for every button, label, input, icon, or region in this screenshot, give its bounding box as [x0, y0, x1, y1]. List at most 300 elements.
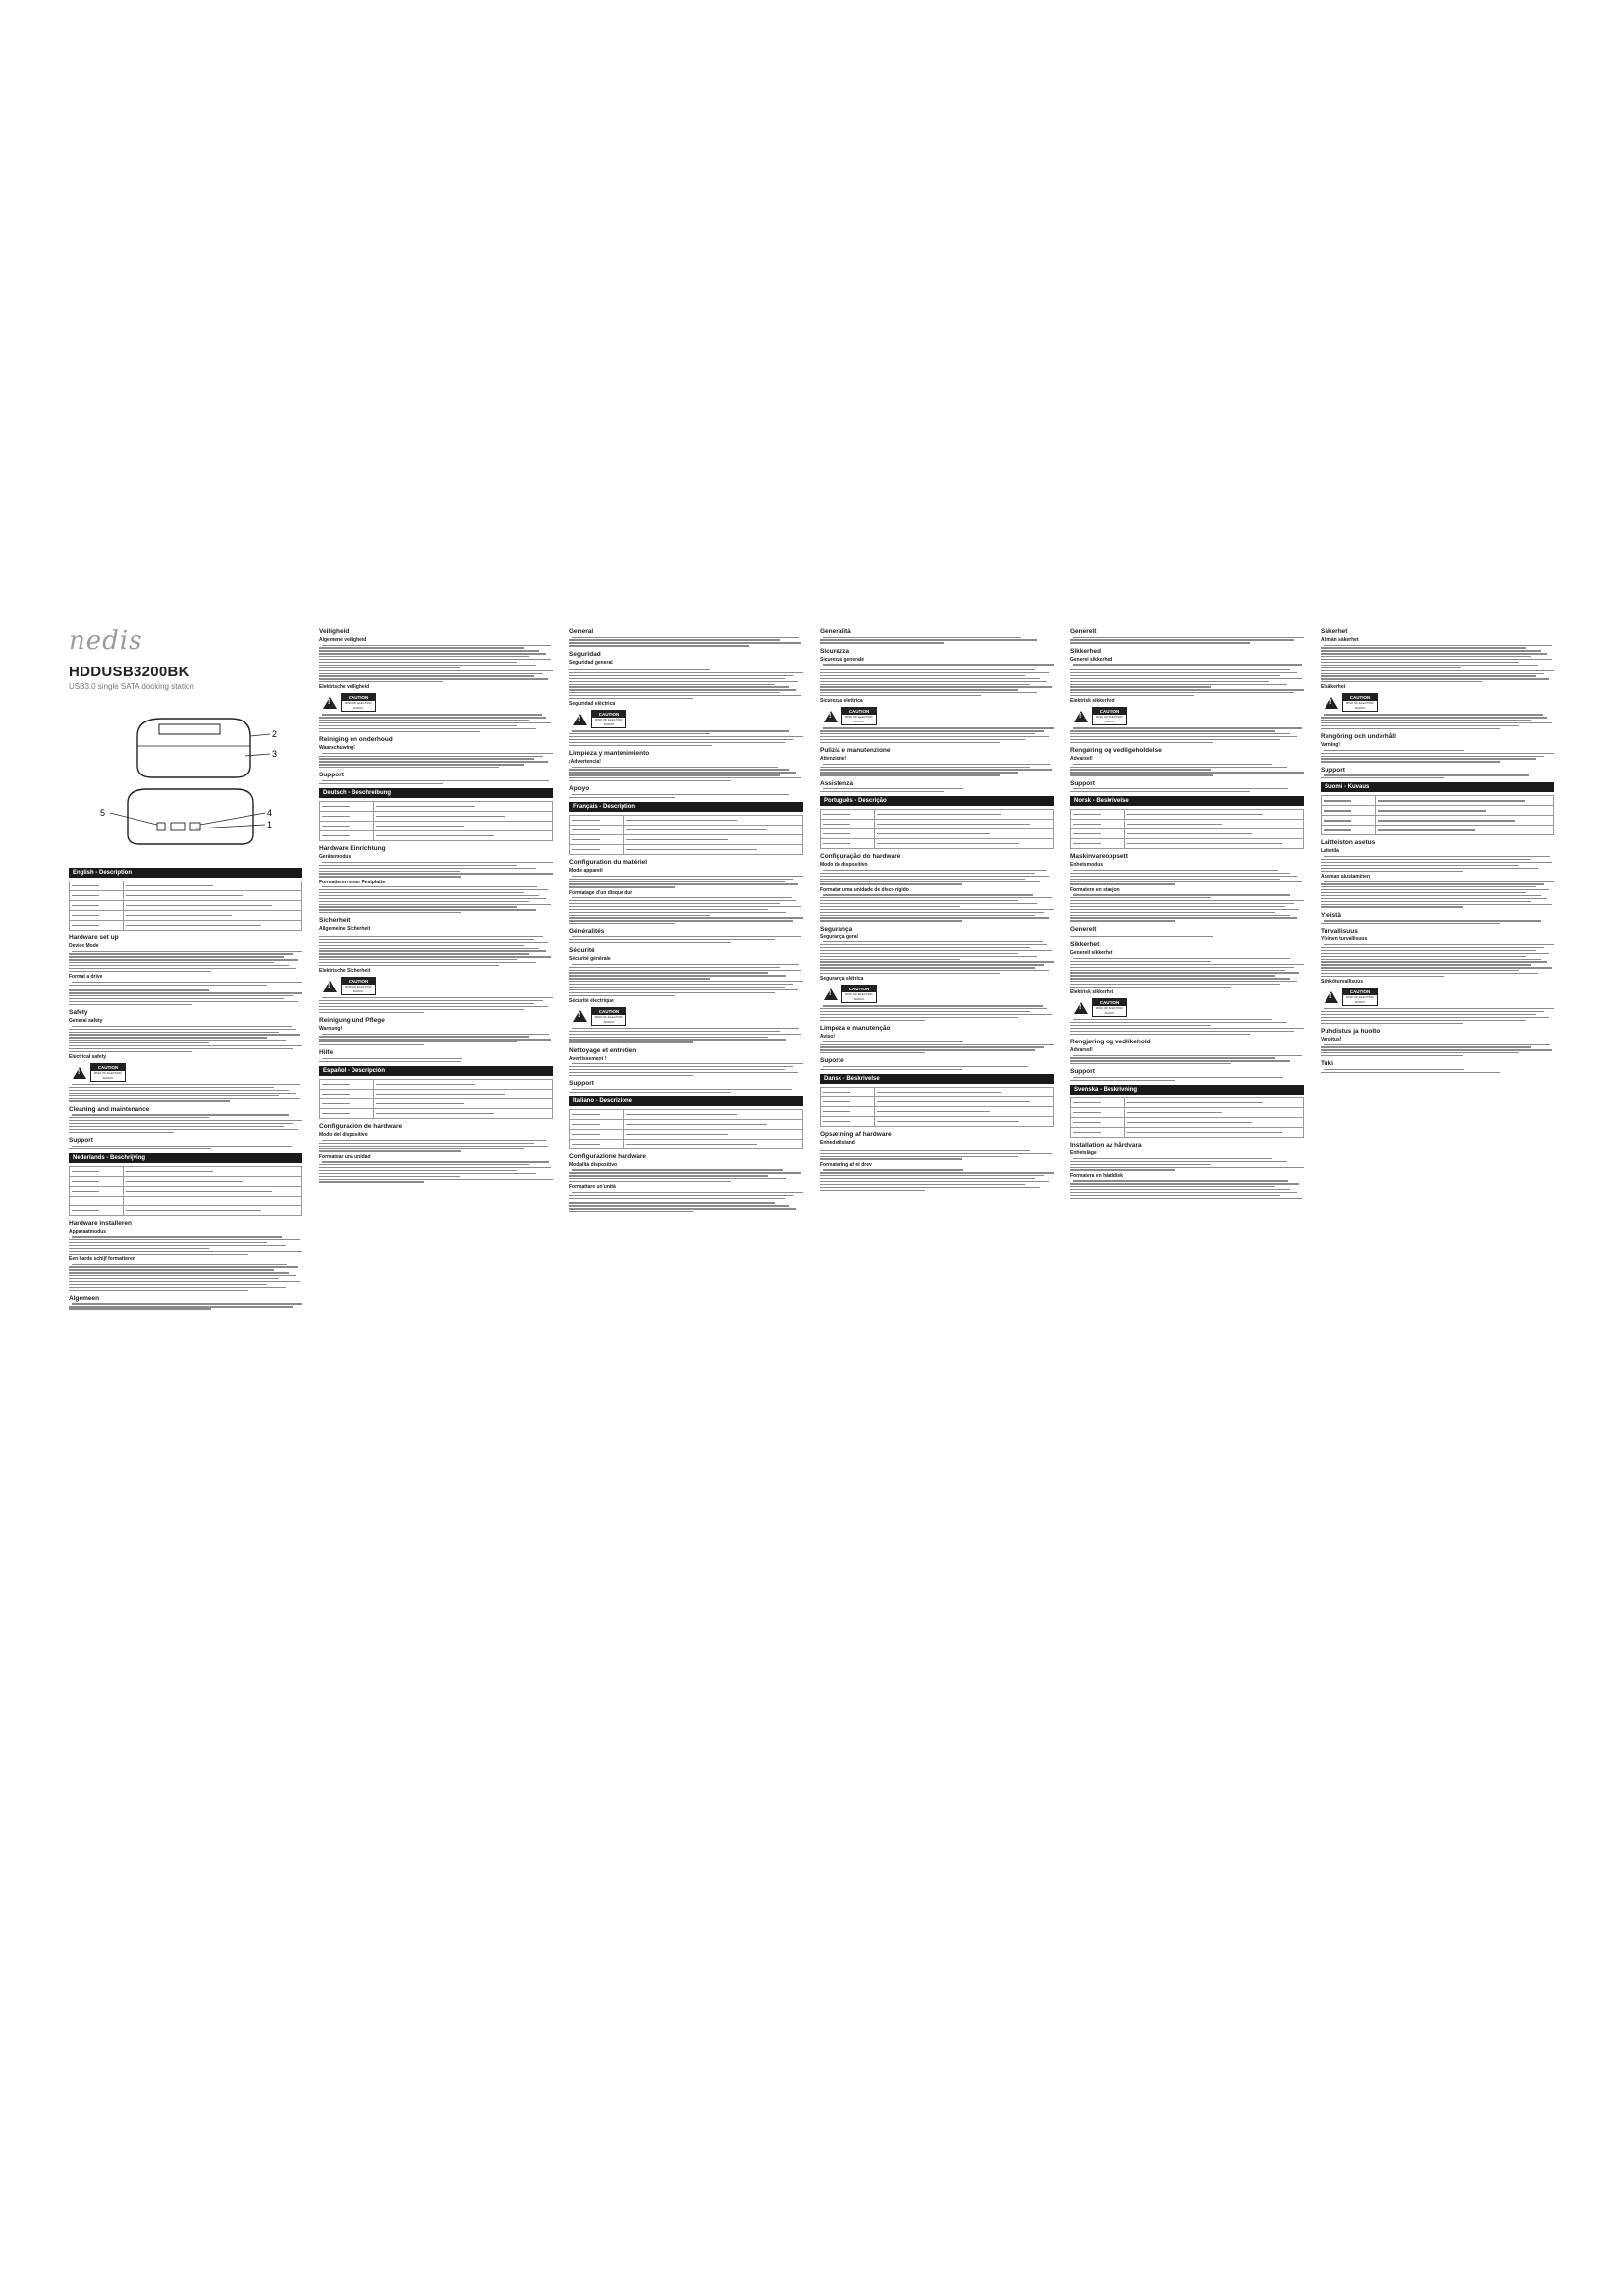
section-heading: Support — [1321, 766, 1345, 774]
text-line — [569, 1205, 789, 1206]
text-line — [569, 886, 675, 887]
caution-label — [73, 1063, 302, 1082]
text-line — [319, 667, 460, 668]
section-heading: Puhdistus ja huolto — [1321, 1027, 1380, 1035]
text-line — [1073, 958, 1290, 959]
text-line — [1321, 1011, 1544, 1012]
table-row — [821, 839, 1054, 849]
text-line — [820, 1150, 1030, 1151]
table-cell — [1125, 1118, 1304, 1128]
body-text-block — [319, 1058, 553, 1062]
text-line — [820, 739, 1025, 740]
text-line — [1070, 733, 1290, 734]
text-line — [569, 769, 789, 770]
parts-table — [1070, 809, 1304, 849]
body-text-block — [1070, 788, 1304, 792]
text-line — [820, 774, 1000, 775]
text-line — [322, 806, 350, 807]
section-heading: Hardware Einrichtung — [319, 845, 386, 853]
text-line — [1070, 739, 1280, 740]
subsection-heading: Generell sikkerhet — [1070, 950, 1113, 957]
text-line — [319, 889, 548, 890]
text-line — [1324, 829, 1351, 830]
text-line — [1070, 912, 1275, 913]
section-heading: Limpeza e manutenção — [820, 1025, 891, 1033]
text-line — [572, 730, 789, 731]
body-text-block — [1070, 637, 1304, 644]
table-cell — [1125, 1098, 1304, 1108]
text-line — [376, 1113, 494, 1114]
text-line — [1324, 774, 1529, 775]
text-line — [820, 883, 962, 884]
table-row — [1071, 820, 1304, 829]
text-line — [69, 1087, 274, 1088]
body-text-block — [569, 1169, 803, 1182]
text-line — [72, 1114, 289, 1115]
table-row — [821, 1088, 1054, 1097]
text-line — [626, 1124, 767, 1125]
text-line — [1321, 892, 1526, 893]
table-cell — [320, 822, 374, 831]
table-cell — [875, 829, 1054, 839]
text-line — [1070, 984, 1280, 985]
text-line — [1070, 906, 1285, 907]
text-line — [1070, 1080, 1175, 1081]
text-line — [69, 1032, 279, 1033]
text-line — [1070, 678, 1302, 679]
table-cell — [875, 1097, 1054, 1107]
text-line — [69, 1042, 209, 1043]
text-line — [1070, 1034, 1250, 1035]
text-line — [820, 953, 1018, 954]
subsection-heading: Gerätemodus — [319, 854, 352, 861]
subsection-heading: General safety — [69, 1018, 103, 1025]
text-line — [69, 1098, 300, 1099]
caution-box — [341, 693, 376, 712]
text-line — [72, 1146, 292, 1147]
text-line — [322, 1034, 549, 1035]
text-line — [69, 1132, 174, 1133]
caution-title: CAUTION — [1343, 694, 1377, 701]
table-cell — [374, 1090, 553, 1099]
caution-box — [1092, 707, 1127, 725]
text-line — [322, 1140, 546, 1141]
table-cell — [821, 829, 875, 839]
text-line — [572, 794, 789, 795]
text-line — [319, 758, 534, 759]
caution-subtitle: RISK OF ELECTRIC SHOCK — [845, 715, 873, 724]
caution-title: CAUTION — [1343, 988, 1377, 995]
text-line — [820, 1069, 962, 1070]
section-heading: Installation av hårdvara — [1070, 1142, 1142, 1149]
table-row — [570, 1129, 803, 1139]
table-row — [70, 1205, 302, 1215]
table-cell — [1125, 810, 1304, 820]
docking-station-drawing — [69, 697, 302, 864]
subsection-heading: Varning! — [1321, 742, 1341, 749]
text-line — [569, 992, 775, 993]
text-line — [319, 904, 551, 905]
text-line — [823, 664, 1054, 665]
subsection-heading: Formatera en hårddisk — [1070, 1172, 1123, 1179]
text-line — [1378, 820, 1515, 821]
body-text-block — [820, 894, 1054, 921]
caution-label — [824, 985, 1054, 1003]
table-row — [320, 1080, 553, 1090]
text-line — [319, 650, 539, 651]
text-line — [820, 1052, 925, 1053]
text-line — [1321, 678, 1549, 679]
caution-title: CAUTION — [1093, 999, 1126, 1006]
language-section-header: English - Description — [69, 868, 302, 878]
text-line — [569, 923, 675, 924]
table-row — [821, 1107, 1054, 1117]
parts-table — [1321, 795, 1554, 835]
text-line — [820, 912, 1044, 913]
text-line — [69, 1245, 286, 1246]
table-cell — [124, 901, 302, 911]
table-cell — [124, 1205, 302, 1215]
text-line — [569, 903, 780, 904]
text-line — [569, 1041, 693, 1042]
text-line — [823, 1169, 963, 1170]
table-cell — [1322, 816, 1376, 826]
table-cell — [1376, 816, 1554, 826]
text-line — [820, 675, 1025, 676]
text-line — [877, 824, 1030, 825]
text-line — [1321, 868, 1538, 869]
table-cell — [821, 1107, 875, 1117]
body-text-block — [1070, 1019, 1304, 1035]
subsection-heading: Mode appareil — [569, 868, 603, 875]
text-line — [572, 1114, 600, 1115]
text-line — [626, 1114, 737, 1115]
subsection-heading: Varoitus! — [1321, 1036, 1342, 1042]
text-line — [69, 1123, 293, 1124]
table-cell — [821, 1117, 875, 1127]
text-line — [569, 1031, 780, 1032]
column-2 — [319, 624, 553, 1390]
caution-label — [1325, 693, 1554, 712]
text-line — [72, 895, 99, 896]
table-cell — [320, 1109, 374, 1119]
subsection-heading: Formatage d'un disque dur — [569, 889, 633, 896]
body-text-block — [69, 1114, 302, 1133]
text-line — [820, 1017, 1018, 1018]
body-text-block — [69, 1146, 302, 1149]
text-line — [569, 995, 675, 996]
text-line — [820, 1184, 1025, 1185]
text-line — [319, 895, 539, 896]
text-line — [1070, 987, 1231, 988]
text-line — [1070, 1161, 1287, 1162]
section-heading: Généralités — [569, 928, 605, 935]
text-line — [569, 900, 796, 901]
text-line — [1324, 856, 1550, 857]
text-line — [1070, 642, 1250, 643]
text-line — [1321, 961, 1547, 962]
subsection-heading: Formatere en stasjon — [1070, 886, 1120, 893]
subsection-heading: Segurança elétrica — [820, 976, 864, 983]
body-text-block — [69, 1084, 302, 1102]
section-heading: General — [569, 628, 594, 635]
text-line — [823, 814, 850, 815]
text-line — [823, 1121, 850, 1122]
subsection-heading: Allmän säkerhet — [1321, 637, 1359, 643]
caution-title: CAUTION — [592, 711, 625, 718]
text-line — [820, 736, 1049, 737]
body-text-block — [820, 1148, 1054, 1160]
text-line — [569, 777, 801, 778]
text-line — [820, 1181, 1049, 1182]
section-heading: Maskinvareoppsett — [1070, 853, 1128, 861]
caution-label — [1074, 998, 1304, 1017]
text-line — [820, 733, 1035, 734]
table-row — [320, 802, 553, 812]
table-row — [70, 891, 302, 901]
text-line — [1321, 956, 1526, 957]
table-cell — [320, 1090, 374, 1099]
caution-title: CAUTION — [342, 694, 375, 701]
subsection-heading: Generel sikkerhed — [1070, 656, 1113, 663]
text-line — [569, 915, 710, 916]
text-line — [69, 962, 274, 963]
text-line — [1321, 1055, 1463, 1056]
subsection-heading: Elektrische veiligheid — [319, 684, 370, 691]
text-line — [626, 849, 757, 850]
table-cell — [1322, 796, 1376, 806]
device-illustration — [69, 697, 302, 864]
text-line — [877, 814, 1001, 815]
text-line — [319, 1150, 461, 1151]
text-line — [569, 684, 775, 685]
body-text-block — [1321, 774, 1554, 778]
text-line — [823, 637, 1021, 638]
text-line — [1070, 672, 1297, 673]
table-cell — [70, 921, 124, 931]
text-line — [823, 941, 1043, 942]
subsection-heading: Advarsel! — [1070, 756, 1093, 763]
text-line — [820, 1046, 1044, 1047]
text-line — [69, 1117, 209, 1118]
subsection-heading: Sicurezza generale — [820, 656, 865, 663]
caution-subtitle: RISK OF ELECTRIC SHOCK — [94, 1071, 122, 1081]
text-line — [1070, 970, 1285, 971]
caution-subtitle: RISK OF ELECTRIC SHOCK — [345, 985, 372, 994]
warning-triangle-icon — [1325, 991, 1338, 1003]
body-text-block — [69, 1264, 302, 1291]
text-line — [72, 1084, 300, 1085]
text-line — [569, 645, 749, 646]
text-line — [1321, 662, 1519, 663]
caution-subtitle: RISK OF ELECTRIC SHOCK — [1346, 701, 1374, 711]
text-line — [1321, 725, 1519, 726]
text-line — [820, 944, 1047, 945]
text-line — [1321, 959, 1541, 960]
text-line — [69, 953, 293, 954]
text-line — [820, 1008, 1047, 1009]
text-line — [823, 1005, 1043, 1006]
text-line — [572, 849, 600, 850]
text-line — [823, 1041, 963, 1042]
text-line — [820, 730, 1044, 731]
body-text-block — [319, 1161, 553, 1183]
text-line — [69, 1275, 296, 1276]
language-section-header: Svenska - Beskrivning — [1070, 1085, 1304, 1095]
text-line — [322, 1058, 462, 1059]
parts-table — [319, 801, 553, 841]
subsection-heading: Waarschuwing! — [319, 745, 355, 752]
section-heading: Hardware set up — [69, 934, 119, 941]
text-line — [569, 675, 793, 676]
table-cell — [570, 835, 624, 845]
subsection-heading: Segurança geral — [820, 934, 858, 940]
text-line — [820, 684, 1030, 685]
callout-4: 4 — [267, 808, 273, 818]
text-line — [1070, 1028, 1304, 1029]
text-line — [572, 820, 600, 821]
text-line — [1378, 800, 1525, 801]
caution-box — [90, 1063, 126, 1082]
table-cell — [124, 881, 302, 891]
table-row — [70, 1176, 302, 1186]
text-line — [319, 876, 461, 877]
text-line — [820, 1156, 1018, 1157]
text-line — [1073, 1102, 1101, 1103]
text-line — [319, 756, 543, 757]
language-section-header: Italiano - Descrizione — [569, 1096, 803, 1106]
text-line — [1070, 897, 1211, 898]
text-line — [1073, 1180, 1288, 1181]
subsection-heading: Laitetila — [1321, 848, 1339, 855]
text-line — [322, 753, 553, 754]
language-section-header: Español - Descripción — [319, 1066, 553, 1076]
subsection-heading: Elektrisk sikkerhet — [1070, 989, 1114, 996]
text-line — [69, 995, 293, 996]
text-line — [1070, 1198, 1302, 1199]
text-line — [319, 728, 536, 729]
text-line — [319, 653, 546, 654]
body-text-block — [319, 886, 553, 913]
text-line — [823, 764, 1050, 765]
text-line — [69, 1251, 302, 1252]
text-line — [69, 1254, 248, 1255]
body-text-block — [820, 788, 1054, 792]
text-line — [820, 742, 1000, 743]
text-line — [1070, 1063, 1231, 1064]
subsection-heading: Device Mode — [69, 943, 99, 949]
text-line — [69, 1048, 293, 1049]
text-line — [1321, 728, 1500, 729]
text-line — [319, 1167, 551, 1168]
text-line — [820, 961, 1054, 962]
body-text-block — [1070, 1077, 1304, 1081]
text-line — [322, 997, 553, 998]
section-heading: Generelt — [1070, 925, 1097, 933]
text-line — [626, 1134, 728, 1135]
text-line — [319, 717, 546, 718]
text-line — [322, 826, 350, 827]
text-line — [126, 925, 261, 926]
text-line — [1070, 1186, 1275, 1187]
text-line — [1321, 1017, 1549, 1018]
table-cell — [374, 1080, 553, 1090]
text-line — [820, 1014, 1052, 1015]
table-row — [821, 1097, 1054, 1107]
text-line — [572, 637, 799, 638]
text-line — [1321, 717, 1547, 718]
text-line — [1321, 859, 1531, 860]
text-line — [1070, 639, 1294, 640]
text-line — [1321, 667, 1461, 668]
text-line — [72, 1181, 99, 1182]
text-line — [1070, 686, 1211, 687]
text-line — [1321, 761, 1500, 762]
body-text-block — [820, 1169, 1054, 1191]
text-line — [319, 1146, 548, 1147]
caution-box — [341, 977, 376, 995]
text-line — [569, 881, 785, 882]
section-heading: Generelt — [1070, 628, 1097, 635]
text-line — [1070, 669, 1290, 670]
text-line — [69, 1093, 296, 1094]
warning-triangle-icon — [573, 1010, 587, 1022]
text-line — [319, 1170, 517, 1171]
text-line — [820, 1158, 962, 1159]
section-heading: Support — [1070, 1068, 1095, 1076]
text-line — [1070, 791, 1250, 792]
text-line — [1127, 1122, 1252, 1123]
text-line — [319, 1044, 424, 1045]
text-line — [319, 678, 548, 679]
text-line — [823, 1111, 850, 1112]
body-text-block — [1070, 934, 1304, 937]
subsection-heading: Sécurité générale — [569, 956, 611, 963]
body-text-block — [319, 645, 553, 683]
table-row — [70, 881, 302, 891]
text-line — [1070, 692, 1294, 693]
table-cell — [1071, 1098, 1125, 1108]
text-line — [319, 956, 551, 957]
text-line — [319, 898, 546, 899]
text-line — [1070, 1189, 1290, 1190]
text-line — [877, 1092, 1001, 1093]
text-line — [69, 1306, 293, 1307]
text-line — [69, 1290, 248, 1291]
text-line — [319, 1143, 534, 1144]
subsection-heading: Enhetsläge — [1070, 1150, 1097, 1157]
caution-subtitle: RISK OF ELECTRIC SHOCK — [1096, 1006, 1123, 1016]
text-line — [820, 695, 981, 696]
column-3 — [569, 624, 803, 1390]
text-line — [1073, 1055, 1302, 1056]
text-line — [1321, 673, 1544, 674]
table-row — [1071, 1108, 1304, 1118]
text-line — [69, 1004, 192, 1005]
text-line — [1070, 964, 1304, 965]
section-heading: Veiligheid — [319, 628, 350, 635]
table-cell — [875, 1117, 1054, 1127]
table-cell — [124, 1196, 302, 1205]
text-line — [69, 1037, 267, 1038]
text-line — [820, 1044, 1054, 1045]
text-line — [1321, 898, 1547, 899]
text-line — [126, 885, 213, 886]
body-text-block — [820, 727, 1054, 743]
text-line — [1070, 972, 1299, 973]
text-line — [569, 909, 768, 910]
text-line — [1321, 967, 1552, 968]
